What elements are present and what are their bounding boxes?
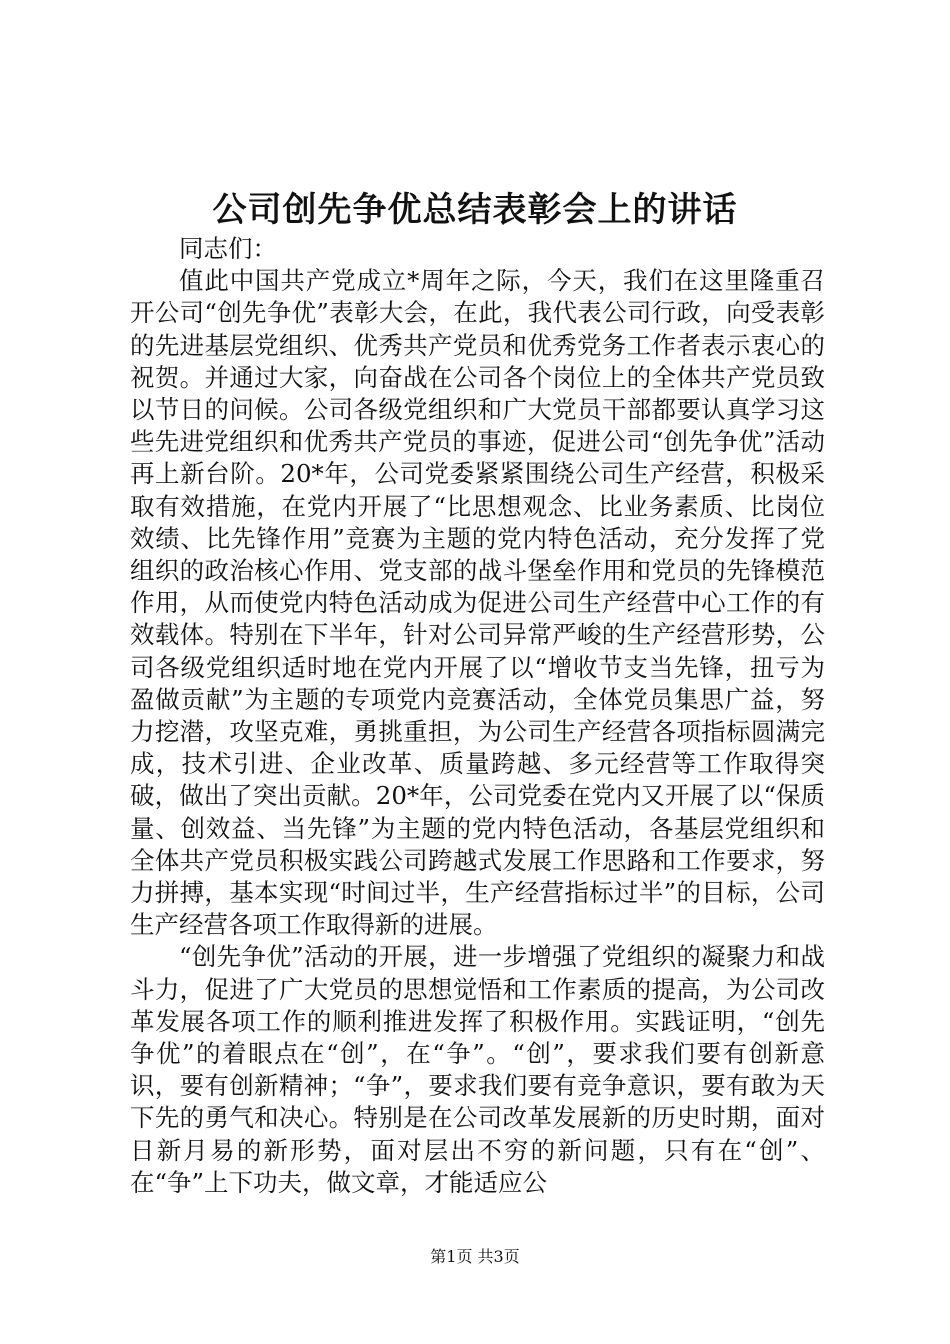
page-footer: 第1页 共3页 <box>430 1247 520 1266</box>
paragraph-2: “创先争优”活动的开展，进一步增强了党组织的凝聚力和战斗力，促进了广大党员的思想觉悟和工作素质的提高，为公司改革发展各项工作的顺利推进发挥了积极作用。实践证明，“创先争优”的着眼点在“创”，在“争”。“创”，要求我们要有创新意识，要有创新精神；“争”，要求我们要有竞争意识，要有敢为天下先的勇气和决心。特别是在公司改革发展新的历史时期，面对日新月易的新形势，面对层出不穷的新问题，只有在“创”、在“争”上下功夫，做文章，才能适应公 <box>130 942 825 1197</box>
document-body <box>130 233 825 1199</box>
salutation: 同志们： <box>179 234 277 263</box>
paragraph-1: 值此中国共产党成立*周年之际，今天，我们在这里隆重召开公司“创先争优”表彰大会，在此，我代表公司行政，向受表彰的先进基层党组织、优秀共产党员和优秀党务工作者表示衷心的祝贺。并通过大家，向奋战在公司各个岗位上的全体共产党员致以节日的问候。公司各级党组织和广大党员干部都要认真学习这些先进党组织和优秀共产党员的事迹，促进公司“创先争优”活动再上新台阶。20*年，公司党委紧紧围绕公司生产经营，积极采取有效措施，在党内开展了“比思想观念、比业务素质、比岗位效绩、比先锋作用”竞赛为主题的党内特色活动，充分发挥了党组织的政治核心作用、党支部的战斗堡垒作用和党员的先锋模范作用，从而使党内特色活动成为促进公司生产经营中心工作的有效载体。特别在下半年，针对公司异常严峻的生产经营形势，公司各级党组织适时地在党内开展了以“增收节支当先锋，扭亏为盈做贡献”为主题的专项党内竞赛活动，全体党员集思广益，努力挖潜，攻坚克难，勇挑重担，为公司生产经营各项指标圆满完成，技术引进、企业改革、质量跨越、多元经营等工作取得突破，做出了突出贡献。20*年，公司党委在党内又开展了以“保质量、创效益、当先锋”为主题的党内特色活动，各基层党组织和全体共产党员积极实践公司跨越式发展工作思路和工作要求，努力拼搏，基本实现“时间过半，生产经营指标过半”的目标，公司生产经营各项工作取得新的进展。 <box>130 266 825 940</box>
document-title: 公司创先争优总结表彰会上的讲话 <box>212 190 738 230</box>
